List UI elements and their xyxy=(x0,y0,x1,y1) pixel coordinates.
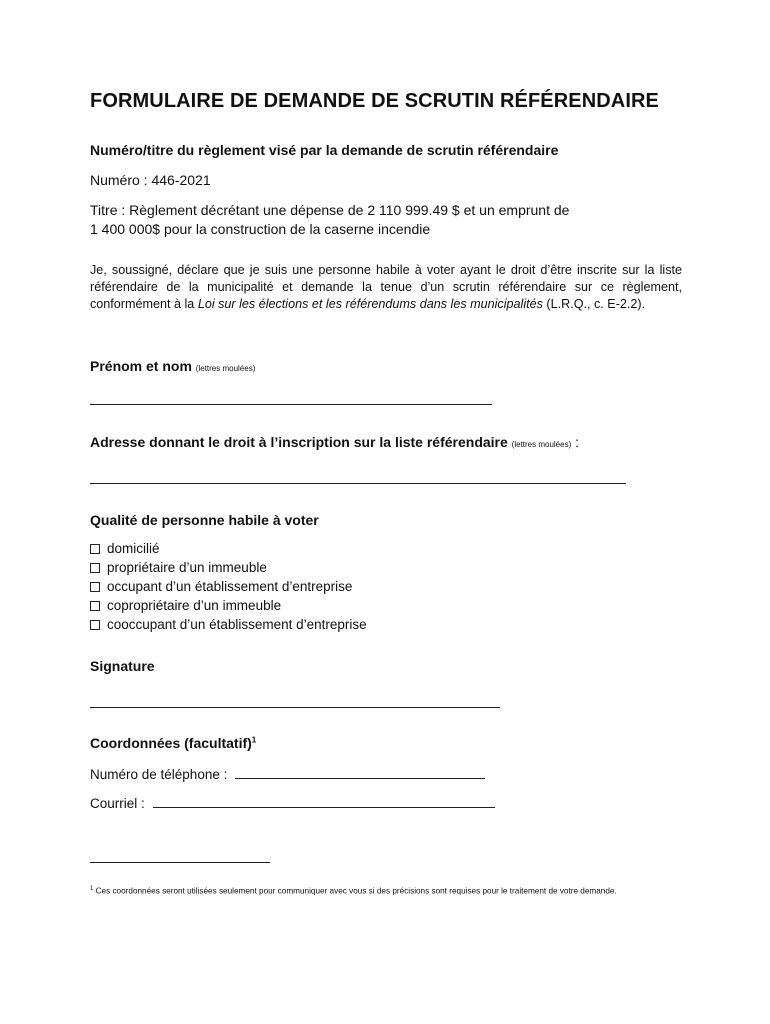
adresse-hint: (lettres moulées) xyxy=(511,440,572,449)
adresse-input-line[interactable] xyxy=(90,483,626,484)
law-title: Loi sur les élections et les référendums dans les municipalités xyxy=(197,297,543,311)
coordonnees-heading-row xyxy=(90,735,256,751)
signature-input-line[interactable] xyxy=(90,707,500,708)
checkbox[interactable] xyxy=(90,563,100,573)
signature-label: Signature xyxy=(90,658,155,674)
nom-hint: (lettres moulées) xyxy=(195,364,256,373)
option-label: domicilié xyxy=(107,541,160,556)
footnote-separator xyxy=(90,862,270,863)
footnote-ref: 1 xyxy=(251,735,257,745)
checkbox[interactable] xyxy=(90,544,100,554)
option-label: cooccupant d’un établissement d’entreprise xyxy=(107,617,367,632)
courriel-input-line[interactable] xyxy=(153,794,495,808)
telephone-row xyxy=(90,765,485,782)
declaration-text-after: (L.R.Q., c. E-2.2). xyxy=(542,297,646,311)
qualite-heading: Qualité de personne habile à voter xyxy=(90,512,319,528)
declaration-text-before: Je, soussigné, déclare que je suis une personne habile à voter ayant le droit d’être inscrite sur la liste référendaire de la municipalité et demande la tenue d’un scrutin référendaire sur ce règlement, conformément à la xyxy=(90,263,682,311)
footnote-text: Ces coordonnées seront utilisées seulement pour communiquer avec vous si des précisions sont requises pour le traitement de votre demande. xyxy=(95,886,617,896)
checkbox[interactable] xyxy=(90,601,100,611)
option-coproprietaire[interactable] xyxy=(90,598,281,613)
option-cooccupant[interactable] xyxy=(90,617,367,632)
adresse-label-row xyxy=(90,434,579,450)
page-title: FORMULAIRE DE DEMANDE DE SCRUTIN RÉFÉRENDAIRE xyxy=(90,90,659,112)
adresse-colon: : xyxy=(575,434,580,450)
option-proprietaire[interactable] xyxy=(90,560,267,575)
coordonnees-heading: Coordonnées (facultatif) xyxy=(90,735,252,751)
option-label: occupant d’un établissement d’entreprise xyxy=(107,579,353,594)
telephone-input-line[interactable] xyxy=(235,765,485,779)
option-occupant[interactable] xyxy=(90,579,352,594)
checkbox[interactable] xyxy=(90,582,100,592)
reglement-numero: Numéro : 446-2021 xyxy=(90,172,211,188)
checkbox[interactable] xyxy=(90,620,100,630)
reglement-titre-line1: Titre : Règlement décrétant une dépense de 2 110 999.49 $ et un emprunt de xyxy=(90,202,570,218)
option-domicilie[interactable] xyxy=(90,541,160,556)
reglement-heading: Numéro/titre du règlement visé par la demande de scrutin référendaire xyxy=(90,142,559,158)
courriel-label: Courriel : xyxy=(90,796,145,811)
option-label: copropriétaire d’un immeuble xyxy=(107,598,282,613)
reglement-titre-line2: 1 400 000$ pour la construction de la caserne incendie xyxy=(90,221,431,237)
nom-input-line[interactable] xyxy=(90,404,492,405)
footnote xyxy=(90,884,690,897)
nom-label-row xyxy=(90,358,255,374)
adresse-label: Adresse donnant le droit à l’inscription sur la liste référendaire xyxy=(90,434,508,450)
option-label: propriétaire d’un immeuble xyxy=(107,560,267,575)
footnote-mark: 1 xyxy=(90,886,94,892)
courriel-row xyxy=(90,794,495,811)
declaration-paragraph xyxy=(90,262,682,313)
nom-label: Prénom et nom xyxy=(90,358,192,374)
telephone-label: Numéro de téléphone : xyxy=(90,767,228,782)
